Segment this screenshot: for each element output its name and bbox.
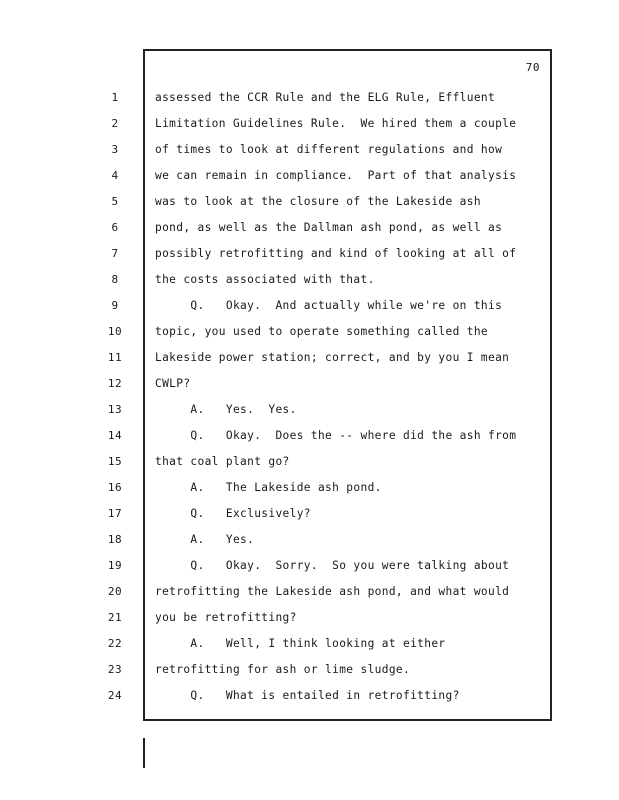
line-text: topic, you used to operate something called the — [155, 325, 489, 338]
line-text: retrofitting the Lakeside ash pond, and what would — [155, 585, 510, 598]
transcript-page — [107, 49, 552, 721]
line-text: of times to look at different regulations and how — [155, 143, 503, 156]
line-text: Q. Okay. Does the -- where did the ash from — [155, 429, 517, 442]
line-text: that coal plant go? — [155, 455, 290, 468]
line-text: A. Well, I think looking at either — [155, 637, 446, 650]
line-text: Q. What is entailed in retrofitting? — [155, 689, 460, 702]
line-number: 5 — [111, 195, 119, 208]
line-text: assessed the CCR Rule and the ELG Rule, Effluent — [155, 91, 496, 104]
line-text: retrofitting for ash or lime sludge. — [155, 663, 411, 676]
transcript-line — [107, 661, 550, 679]
transcript-line — [107, 505, 550, 523]
line-text: Lakeside power station; correct, and by you I mean — [155, 351, 510, 364]
transcript-line — [111, 89, 550, 107]
line-number: 6 — [111, 221, 119, 234]
line-text: Q. Okay. And actually while we're on this — [155, 299, 503, 312]
transcript-line — [107, 323, 550, 341]
transcript-line — [107, 427, 550, 445]
line-number: 1 — [111, 91, 119, 104]
line-number: 23 — [107, 663, 123, 676]
line-text: we can remain in compliance. Part of that analysis — [155, 169, 517, 182]
transcript-line — [107, 349, 550, 367]
line-text: A. The Lakeside ash pond. — [155, 481, 382, 494]
line-number: 9 — [111, 299, 119, 312]
line-text: A. Yes. — [155, 533, 255, 546]
transcript-line — [111, 271, 550, 289]
transcript-line — [111, 297, 550, 315]
transcript-line — [111, 193, 550, 211]
transcript-line — [107, 401, 550, 419]
transcript-line — [107, 609, 550, 627]
transcript-line — [111, 141, 550, 159]
line-text: A. Yes. Yes. — [155, 403, 297, 416]
line-number: 15 — [107, 455, 123, 468]
line-number: 8 — [111, 273, 119, 286]
transcript-lines — [107, 51, 550, 719]
line-text: possibly retrofitting and kind of looking at all of — [155, 247, 517, 260]
margin-rule — [143, 738, 145, 768]
line-number: 7 — [111, 247, 119, 260]
transcript-line — [107, 453, 550, 471]
line-number: 10 — [107, 325, 123, 338]
transcript-line — [107, 375, 550, 393]
line-text: Q. Okay. Sorry. So you were talking about — [155, 559, 510, 572]
line-number: 22 — [107, 637, 123, 650]
line-number: 3 — [111, 143, 119, 156]
page-number: 70 — [525, 61, 540, 74]
transcript-line — [107, 635, 550, 653]
line-text: CWLP? — [155, 377, 191, 390]
line-number: 17 — [107, 507, 123, 520]
line-number: 4 — [111, 169, 119, 182]
line-number: 21 — [107, 611, 123, 624]
transcript-line — [111, 219, 550, 237]
line-number: 11 — [107, 351, 123, 364]
transcript-line — [107, 687, 550, 705]
line-number: 18 — [107, 533, 123, 546]
line-number: 16 — [107, 481, 123, 494]
line-text: Q. Exclusively? — [155, 507, 311, 520]
transcript-line — [111, 245, 550, 263]
line-text: pond, as well as the Dallman ash pond, as well as — [155, 221, 503, 234]
line-number: 20 — [107, 585, 123, 598]
transcript-line — [111, 115, 550, 133]
line-text: you be retrofitting? — [155, 611, 297, 624]
line-number: 24 — [107, 689, 123, 702]
line-number: 2 — [111, 117, 119, 130]
line-number: 14 — [107, 429, 123, 442]
transcript-line — [107, 531, 550, 549]
transcript-line — [107, 557, 550, 575]
transcript-line — [107, 479, 550, 497]
line-text: the costs associated with that. — [155, 273, 375, 286]
transcript-line — [111, 167, 550, 185]
line-number: 13 — [107, 403, 123, 416]
line-number: 19 — [107, 559, 123, 572]
line-number: 12 — [107, 377, 123, 390]
line-text: Limitation Guidelines Rule. We hired them a couple — [155, 117, 517, 130]
line-text: was to look at the closure of the Lakeside ash — [155, 195, 481, 208]
transcript-line — [107, 583, 550, 601]
